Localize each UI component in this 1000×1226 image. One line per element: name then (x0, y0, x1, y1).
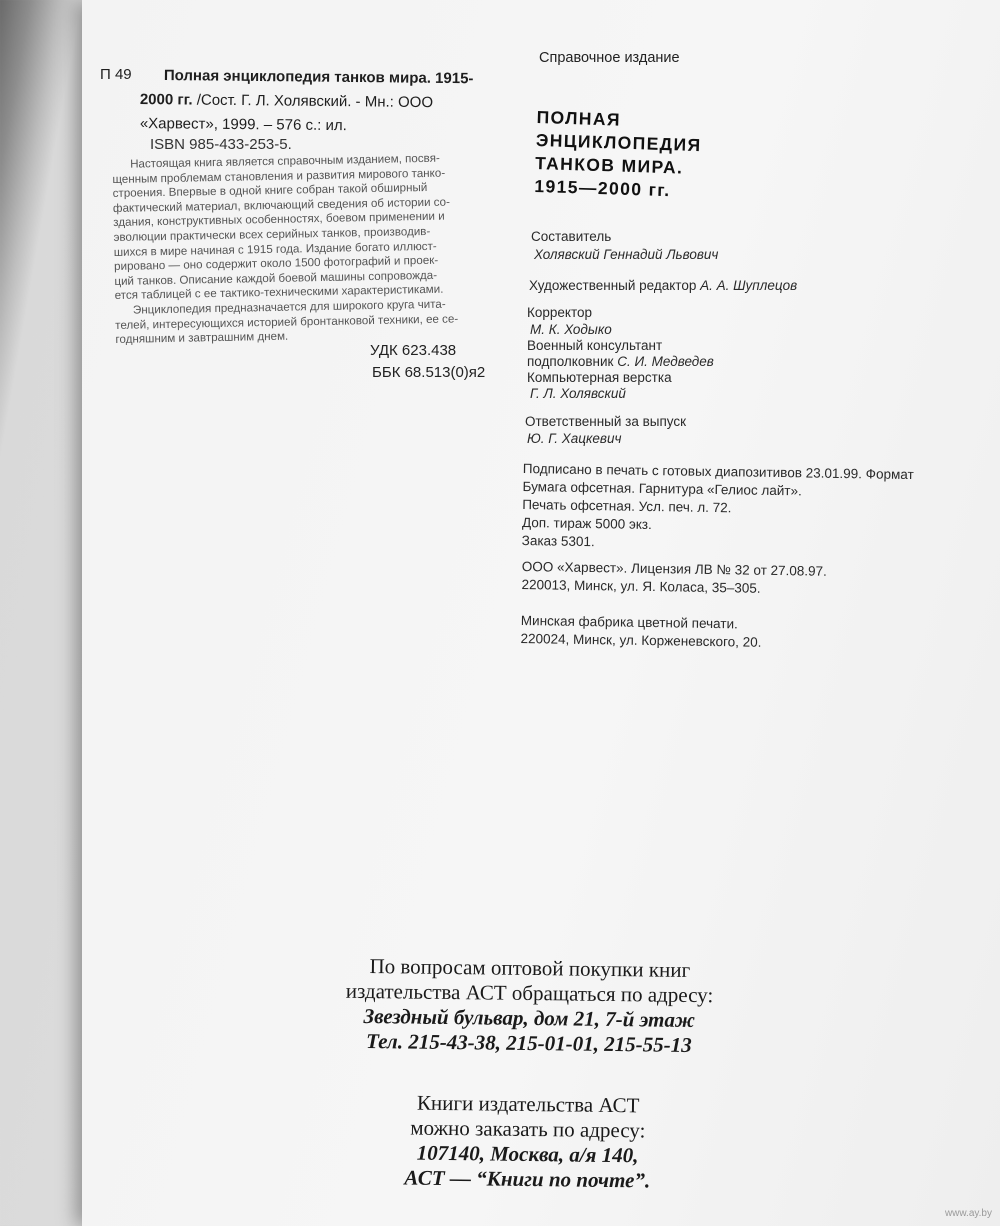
annotation-line: ций танков. Описание каждой боевой машины сопровожда- (114, 268, 438, 288)
wholesale-line: издательства АСТ обращаться по адресу: (345, 978, 714, 1008)
annotation-line: Настоящая книга является справочным изданием, посвя- (129, 151, 440, 171)
responsible-label: Ответственный за выпуск (525, 414, 687, 429)
proofreader-name: М. К. Ходыко (530, 322, 612, 337)
ordering-info (247, 953, 810, 1196)
watermark: www.ay.by (944, 1208, 992, 1219)
imprint-line: Доп. тираж 5000 экз. (521, 514, 652, 533)
catalog-compiler-line (140, 88, 433, 115)
printer-line: 220024, Минск, ул. Корженевского, 20. (520, 630, 762, 650)
annotation-line: рировано — оно содержит около 1500 фотографий и проек- (113, 253, 439, 274)
annotation-line: фактический материал, включающий сведения об истории со- (112, 195, 451, 215)
title-line: ПОЛНАЯ (536, 106, 622, 130)
annotation-line: строения. Впервые в одной книге собран такой обширный (112, 181, 428, 201)
consultant-line (527, 354, 714, 369)
consultant-rank: подполковник (527, 354, 614, 369)
publisher-block (521, 558, 827, 599)
proofreader-label: Корректор (527, 305, 593, 320)
wholesale-phones: Тел. 215-43-38, 215-01-01, 215-55-13 (365, 1029, 692, 1057)
bbk-code: ББК 68.513(0)я2 (372, 364, 486, 381)
art-editor-label: Художественный редактор (529, 278, 697, 293)
title-line: 1915—2000 гг. (534, 175, 671, 201)
order-line: можно заказать по адресу: (410, 1115, 646, 1143)
imprint-line: Подписано в печать с готовых диапозитивов 23.01.99. Формат (522, 460, 914, 483)
art-editor-name: А. А. Шуплецов (700, 278, 798, 293)
publisher-line: ООО «Харвест». Лицензия ЛВ № 32 от 27.08.97. (521, 558, 828, 579)
annotation-line: эволюции практически всех серийных танков, производив- (113, 224, 431, 244)
title-line: ТАНКОВ МИРА. (534, 152, 684, 178)
catalog-title-line (164, 64, 474, 91)
printer-line: Минская фабрика цветной печати. (520, 612, 738, 632)
catalog-compiler-text: /Сост. Г. Л. Холявский. - Мн.: ООО (192, 91, 434, 112)
order-line: Книги издательства АСТ (416, 1090, 640, 1118)
compiler-label: Составитель (531, 229, 612, 244)
isbn: ISBN 985-433-253-5. (150, 136, 292, 153)
printer-block (520, 612, 761, 652)
compiler-name: Холявский Геннадий Львович (534, 247, 719, 262)
catalog-publisher-line: «Харвест», 1999. – 576 с.: ил. (139, 114, 347, 135)
catalog-years: 2000 гг. (139, 90, 193, 109)
annotation-line: ется таблицей с ее тактико-техническими характеристиками. (114, 283, 444, 303)
annotation-line: Энциклопедия предназначается для широкого круга чита- (132, 297, 446, 317)
layout-label: Компьютерная верстка (527, 370, 672, 385)
imprint-block (522, 460, 914, 556)
annotation-line: шихся в мире начиная с 1915 года. Издание богато иллюст- (113, 239, 437, 259)
annotation-text (112, 150, 516, 347)
responsible-name: Ю. Г. Хацкевич (527, 431, 622, 446)
imprint-line: Заказ 5301. (521, 532, 595, 550)
order-address: 107140, Москва, а/я 140, (416, 1140, 639, 1168)
imprint-line: Печать офсетная. Усл. печ. л. 72. (522, 496, 732, 516)
wholesale-line: По вопросам оптовой покупки книг (369, 954, 691, 982)
annotation-line: телей, интересующихся историей бронтанковой техники, ее се- (115, 311, 459, 332)
annotation-line: здания, конструктивных особенностях, боевом применении и (113, 210, 445, 230)
consultant-label: Военный консультант (527, 338, 663, 353)
annotation-line: щенным проблемам становления и развития мирового танко- (112, 166, 446, 186)
annotation-line: годняшним и завтрашним днем. (115, 329, 289, 347)
layout-name: Г. Л. Холявский (530, 386, 626, 401)
art-editor-line (529, 278, 797, 293)
book-title (534, 106, 703, 203)
catalog-title-text: Полная энциклопедия танков мира. 1915- (163, 66, 474, 88)
publisher-line: 220013, Минск, ул. Я. Коласа, 35–305. (521, 576, 761, 596)
order-service: АСТ — “Книги по почте”. (404, 1165, 651, 1193)
catalog-code: П 49 (100, 66, 132, 83)
udk-code: УДК 623.438 (370, 342, 457, 359)
imprint-line: Бумага офсетная. Гарнитура «Гелиос лайт». (522, 478, 802, 499)
wholesale-address: Звездный бульвар, дом 21, 7-й этаж (363, 1003, 696, 1033)
edition-type: Справочное издание (539, 50, 680, 66)
title-line: ЭНЦИКЛОПЕДИЯ (535, 129, 702, 156)
consultant-name: С. И. Медведев (617, 354, 714, 369)
